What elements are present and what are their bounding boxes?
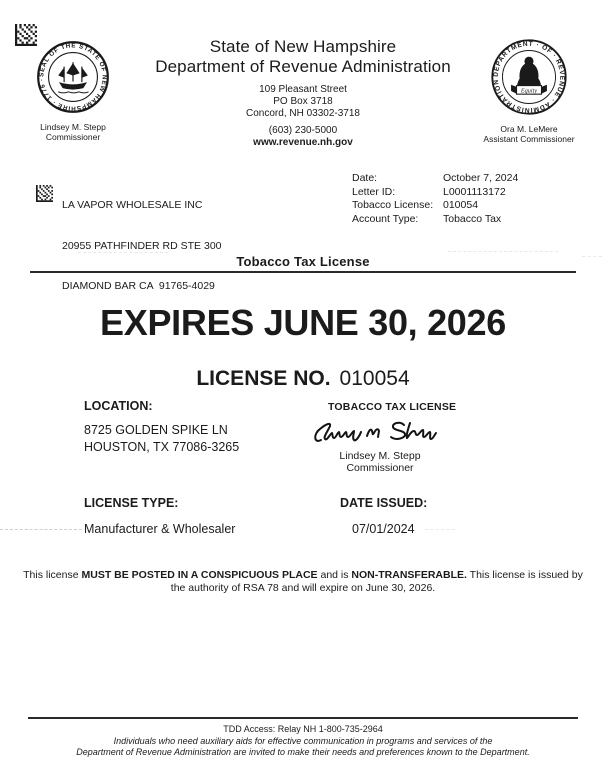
left-seal-circular-text: SEAL OF THE STATE OF NEW HAMPSHIRE · 1776 ·: [38, 42, 108, 112]
notice-text: This license: [23, 569, 82, 581]
ship-illustration: [58, 62, 88, 93]
meta-value: Tobacco Tax: [443, 212, 502, 225]
notice-text: This license is issued by the authority of RSA 78 and will expire on June 30, 2026.: [170, 569, 583, 594]
agency-street: 109 Pleasant Street: [259, 84, 347, 95]
right-seal-circular-text: DEPARTMENT · OF · REVENUE · ADMINISTRATION: [492, 40, 566, 114]
tdd-access-line: TDD Access: Relay NH 1-800-735-2964: [223, 724, 383, 734]
location-address: [84, 422, 239, 456]
agency-name-line1: State of New Hampshire: [209, 37, 397, 56]
left-official-title: Commissioner: [45, 132, 101, 142]
license-type-label: LICENSE TYPE:: [84, 496, 179, 510]
location-citystatezip: HOUSTON, TX 77086-3265: [84, 440, 240, 454]
meta-row-account-type: [352, 213, 518, 227]
date-issued-label: DATE ISSUED:: [340, 496, 428, 510]
letter-meta-block: [352, 172, 518, 226]
meta-row-letter-id: [352, 186, 518, 200]
notice-text: and is: [317, 569, 352, 581]
meta-value: October 7, 2024: [443, 172, 519, 184]
meta-value: 010054: [443, 199, 479, 211]
license-number-line: [0, 367, 606, 391]
right-official-title: Assistant Commissioner: [483, 134, 575, 144]
license-number-value: 010054: [339, 367, 410, 390]
recipient-citystatezip: DIAMOND BAR CA 91765-4029: [62, 280, 215, 292]
left-official-name: Lindsey M. Stepp: [40, 122, 106, 132]
agency-citystatezip: Concord, NH 03302-3718: [246, 108, 360, 119]
notice-bold-nontransferable: NON-TRANSFERABLE.: [351, 569, 467, 581]
document-title: Tobacco Tax License: [236, 254, 370, 269]
title-rule: [30, 271, 576, 273]
commissioner-signature-graphic: [308, 411, 440, 451]
meta-value: L0001113172: [443, 185, 506, 198]
signatory-title: Commissioner: [346, 462, 414, 474]
recipient-street: 20955 PATHFINDER RD STE 300: [62, 239, 222, 252]
meta-label: Account Type:: [352, 212, 419, 225]
posting-notice: [20, 569, 586, 595]
right-official-name: Ora M. LeMere: [500, 124, 558, 134]
left-seal-block: [18, 40, 128, 142]
meta-label: Date:: [352, 172, 378, 184]
agency-name-line2: Department of Revenue Administration: [155, 57, 451, 76]
scan-artifact: [78, 252, 168, 253]
notice-bold-posted: MUST BE POSTED IN A CONSPICUOUS PLACE: [81, 569, 318, 581]
meta-row-tobacco-license: [352, 199, 518, 213]
expiration-headline: EXPIRES JUNE 30, 2026: [100, 302, 506, 343]
scan-artifact: [0, 529, 82, 530]
meta-label: Tobacco License:: [352, 199, 434, 211]
date-issued-value: 07/01/2024: [352, 522, 415, 536]
recipient-name: LA VAPOR WHOLESALE INC: [62, 199, 203, 211]
signatory-name: Lindsey M. Stepp: [339, 450, 421, 462]
auxiliary-aids-line1: Individuals who need auxiliary aids for effective communication in programs and services of the: [113, 736, 493, 746]
location-label: LOCATION:: [84, 399, 153, 413]
state-of-new-hampshire-seal-icon: [36, 40, 110, 114]
agency-pobox: PO Box 3718: [273, 96, 333, 107]
scan-artifact: [448, 251, 558, 252]
auxiliary-aids-line2: Department of Revenue Administration are invited to make their needs and preferences known to the Department.: [76, 747, 530, 757]
license-kind-heading: TOBACCO TAX LICENSE: [328, 401, 457, 413]
license-number-label: LICENSE NO.: [196, 367, 331, 390]
dept-revenue-administration-seal-icon: [490, 38, 568, 116]
agency-website: www.revenue.nh.gov: [253, 137, 353, 148]
agency-phone: (603) 230-5000: [268, 125, 338, 136]
equity-banner-label: Equity: [520, 87, 538, 95]
meta-row-date: [352, 172, 518, 186]
recipient-address-block: [62, 172, 222, 321]
datamatrix-barcode-address: [36, 185, 53, 202]
right-seal-block: [474, 38, 584, 144]
location-street: 8725 GOLDEN SPIKE LN: [84, 423, 228, 437]
meta-label: Letter ID:: [352, 185, 396, 198]
scan-artifact: [425, 529, 455, 530]
license-type-value: Manufacturer & Wholesaler: [84, 522, 236, 536]
equity-figure-illustration: [511, 57, 547, 95]
footer-rule: [28, 717, 578, 719]
